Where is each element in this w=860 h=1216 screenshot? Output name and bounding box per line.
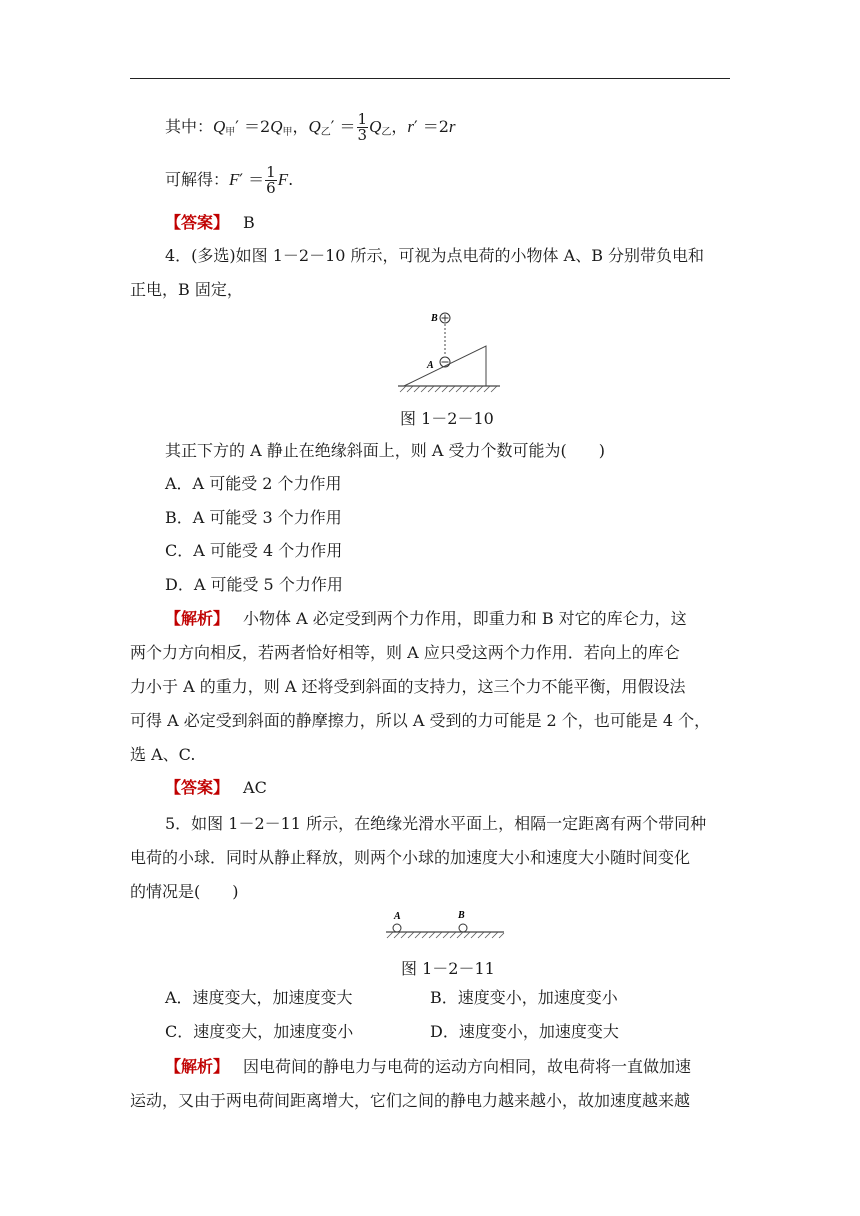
- q5-option-b: B．速度变小，加速度变小: [430, 988, 618, 1007]
- q5-analysis-line2: 运动，又由于两电荷间距离增大，它们之间的静电力越来越小，故加速度越来越: [130, 1091, 691, 1110]
- comma: ，: [391, 117, 408, 136]
- given-prefix: 其中：: [165, 117, 214, 136]
- ball-a: [393, 924, 401, 932]
- figure-caption-1-2-10: 图 1－2－10: [400, 409, 494, 428]
- comma: ，: [292, 117, 309, 136]
- q5-stem-line2: 电荷的小球．同时从静止释放，则两个小球的加速度大小和速度大小随时间变化: [130, 848, 691, 867]
- figure-label-b: B: [458, 910, 465, 921]
- q-symbol: Q: [308, 117, 321, 136]
- figure-1-2-11: [384, 906, 508, 944]
- q3-answer: [165, 213, 255, 233]
- q4-answer: [165, 778, 267, 798]
- q4-analysis-line4: 可得 A 必定受到斜面的静摩擦力，所以 A 受到的力可能是 2 个，也可能是 4 个，: [130, 711, 711, 730]
- period: .: [288, 170, 294, 189]
- answer-tag: 【答案】: [165, 778, 230, 797]
- figure-label-a: A: [394, 911, 401, 922]
- ground-hatch: [400, 386, 497, 392]
- q4-analysis-line1: [165, 609, 687, 629]
- q4-analysis-line5: 选 A、C.: [130, 745, 196, 764]
- q5-stem-line1: 5．如图 1－2－11 所示，在绝缘光滑水平面上，相隔一定距离有两个带同种: [165, 814, 707, 833]
- q-symbol: Q: [369, 117, 382, 136]
- q4-stem-line2: 正电，B 固定，: [130, 280, 243, 299]
- numerator: 1: [357, 110, 368, 128]
- q5-option-c: C．速度变大，加速度变小: [165, 1022, 354, 1041]
- q4-analysis-line2: 两个力方向相反，若两者恰好相等，则 A 应只受这两个力作用．若向上的库仑: [130, 643, 680, 662]
- r-symbol: r: [407, 117, 414, 136]
- q4-option-d: D．A 可能受 5 个力作用: [165, 575, 343, 594]
- answer-value: AC: [243, 778, 267, 797]
- subscript: 乙: [320, 127, 331, 138]
- q5-option-a: A．速度变大，加速度变大: [165, 988, 353, 1007]
- numerator: 1: [266, 163, 276, 181]
- q-symbol: Q: [270, 117, 283, 136]
- denominator: 6: [266, 179, 276, 197]
- analysis-text: 小物体 A 必定受到两个力作用，即重力和 B 对它的库仑力，这: [243, 609, 687, 628]
- q4-option-a: A．A 可能受 2 个力作用: [165, 474, 342, 493]
- subscript: 乙: [381, 127, 392, 138]
- q4-option-c: C．A 可能受 4 个力作用: [165, 541, 343, 560]
- equals-text: ′ ＝2: [413, 117, 449, 136]
- equals-text: ′ ＝: [330, 117, 356, 136]
- q5-stem-line3: 的情况是( ): [130, 882, 239, 901]
- q5-analysis-line1: [165, 1057, 691, 1077]
- q3-result-line: [165, 165, 293, 196]
- figure-label-b: B: [431, 313, 438, 324]
- subscript: 甲: [225, 127, 236, 138]
- q4-stem-line1: 4．(多选)如图 1－2－10 所示，可视为点电荷的小物体 A、B 分别带负电和: [165, 246, 705, 265]
- subscript: 甲: [282, 127, 293, 138]
- q5-option-d: D．速度变小，加速度变大: [430, 1022, 619, 1041]
- q4-analysis-line3: 力小于 A 的重力，则 A 还将受到斜面的支持力，这三个力不能平衡，用假设法: [130, 677, 686, 696]
- result-prefix: 可解得：: [165, 170, 230, 189]
- answer-value: B: [243, 213, 255, 232]
- q3-given-line: [165, 112, 456, 143]
- q-symbol: Q: [213, 117, 226, 136]
- figure-caption-1-2-11: 图 1－2－11: [401, 959, 495, 978]
- fraction-one-sixth: [265, 165, 277, 196]
- denominator: 3: [357, 126, 368, 144]
- equals-text: ′ ＝2: [235, 117, 271, 136]
- analysis-tag: 【解析】: [165, 1057, 230, 1076]
- equals-text: ′ ＝: [239, 170, 265, 189]
- answer-tag: 【答案】: [165, 213, 230, 232]
- ball-b: [459, 924, 467, 932]
- f-symbol: F: [229, 170, 240, 189]
- analysis-tag: 【解析】: [165, 609, 230, 628]
- q4-option-b: B．A 可能受 3 个力作用: [165, 508, 342, 527]
- r-symbol: r: [448, 117, 456, 136]
- figure-1-2-10: [394, 308, 504, 398]
- q4-stem-line3: 其正下方的 A 静止在绝缘斜面上，则 A 受力个数可能为( ): [165, 441, 605, 460]
- figure-label-a: A: [427, 360, 434, 371]
- analysis-text: 因电荷间的静电力与电荷的运动方向相同，故电荷将一直做加速: [243, 1057, 692, 1076]
- f-symbol: F: [277, 170, 289, 189]
- fraction-one-third: [357, 112, 369, 143]
- ground-hatch: [387, 932, 504, 938]
- header-rule: [130, 78, 730, 79]
